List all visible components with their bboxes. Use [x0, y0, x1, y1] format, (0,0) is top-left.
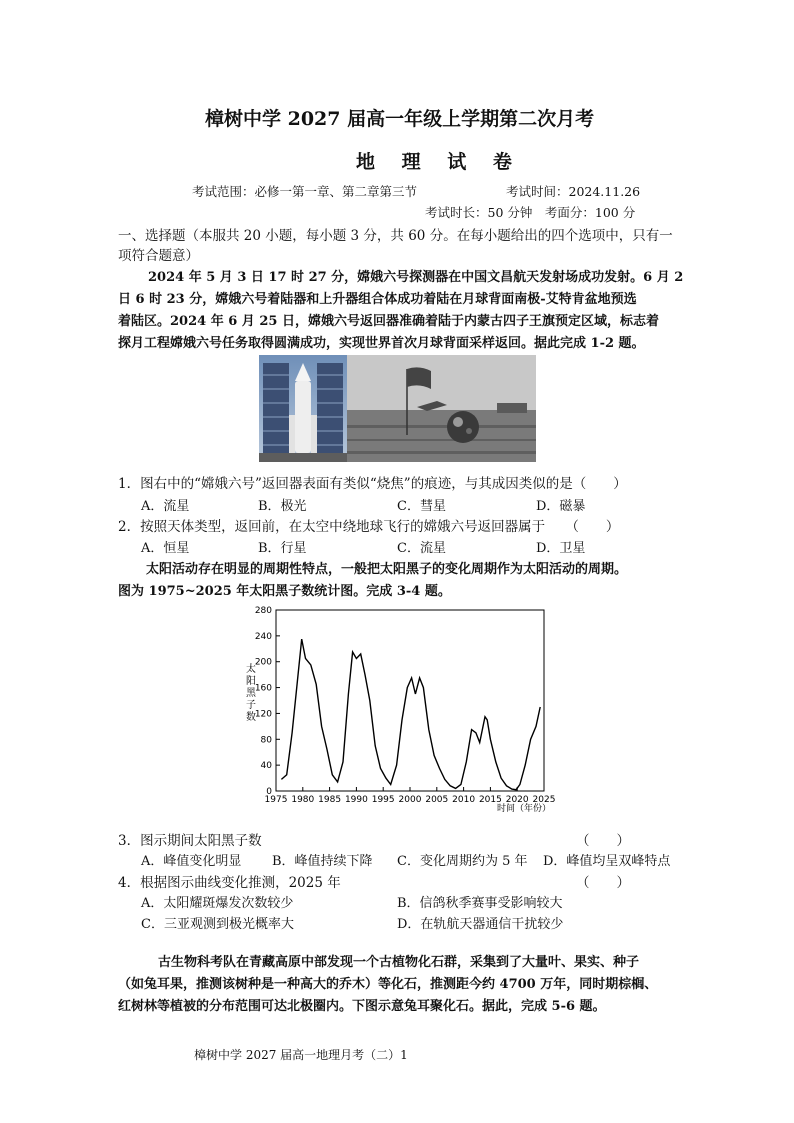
- q2-option-b[interactable]: B．行星: [258, 541, 307, 556]
- exam-subject: 地 理 试 卷: [356, 151, 522, 173]
- q2-option-d[interactable]: D．卫星: [536, 541, 586, 556]
- passage1-line: 着陆区。2024 年 6 月 25 日，嫦娥六号返回器准确着陆于内蒙古四子王旗预定区域，标志着: [118, 314, 659, 329]
- q1-option-c[interactable]: C．彗星: [397, 499, 446, 514]
- y-axis-label-char: 子: [246, 700, 256, 711]
- sunspot-chart: [232, 600, 562, 820]
- q3-option-a[interactable]: A．峰值变化明显: [141, 854, 242, 869]
- y-tick-label: 160: [254, 683, 272, 694]
- exam-scope: 考试范围：必修一第一章、第二章第三节: [192, 184, 418, 199]
- question-3-stem: 3．图示期间太阳黑子数: [118, 833, 262, 849]
- passage2-line: 图为 1975~2025 年太阳黑子数统计图。完成 3-4 题。: [118, 584, 451, 599]
- q3-option-b[interactable]: B．峰值持续下降: [272, 854, 373, 869]
- return-capsule-photo: [347, 355, 536, 462]
- x-tick-label: 2020: [505, 795, 529, 805]
- x-tick-label: 1975: [264, 795, 288, 805]
- x-axis-label: 时间（年份）: [496, 804, 552, 814]
- passage3-line: 古生物科考队在青藏高原中部发现一个古植物化石群，采集到了大量叶、果实、种子: [158, 955, 640, 970]
- x-tick-label: 1980: [291, 795, 315, 805]
- y-tick-label: 200: [254, 657, 272, 668]
- q4-option-d[interactable]: D．在轨航天器通信干扰较少: [397, 917, 564, 932]
- y-tick-label: 280: [254, 606, 272, 616]
- y-axis-label-char: 黑: [246, 688, 256, 699]
- q2-option-c[interactable]: C．流星: [397, 541, 446, 556]
- passage3-line: （如兔耳果，推测该树种是一种高大的乔木）等化石，推测距今约 4700 万年，同时期棕榈、: [118, 977, 658, 992]
- q4-option-b[interactable]: B．信鸽秋季赛事受影响较大: [397, 896, 563, 911]
- passage3-line: 红树林等植被的分布范围可达北极圈内。下图示意兔耳聚化石。据此，完成 5-6 题。: [118, 999, 606, 1014]
- q4-option-a[interactable]: A．太阳耀斑爆发次数较少: [141, 896, 294, 911]
- question-2-stem: 2．按照天体类型，返回前，在太空中绕地球飞行的嫦娥六号返回器属于 （ ）: [118, 519, 620, 535]
- question-1-stem: 1．图右中的“嫦娥六号”返回器表面有类似“烧焦”的痕迹，与其成因类似的是（ ）: [118, 476, 627, 492]
- x-tick-label: 1990: [344, 795, 368, 805]
- y-axis-label-char: 数: [246, 712, 256, 723]
- plot-frame: [276, 610, 544, 791]
- exam-duration-score: 考试时长：50 分钟 考面分：100 分: [425, 205, 636, 220]
- y-tick-label: 240: [254, 631, 272, 642]
- q1-option-a[interactable]: A．流星: [141, 499, 190, 514]
- x-tick-label: 1995: [371, 795, 395, 805]
- y-axis-label: [246, 662, 257, 723]
- passage2-line: 太阳活动存在明显的周期性特点，一般把太阳黑子的变化周期作为太阳活动的周期。: [146, 562, 628, 577]
- question-4-stem: 4．根据图示曲线变化推测，2025 年: [118, 875, 341, 891]
- x-tick-label: 1985: [318, 795, 342, 805]
- y-tick-label: 80: [260, 735, 272, 746]
- y-tick-label: 0: [266, 787, 272, 797]
- section-instructions-line1: 一、选择题（本服共 20 小题，每小题 3 分，共 60 分。在每小题给出的四个选项中，只有一: [118, 228, 673, 244]
- exam-time: 考试时间：2024.11.26: [506, 184, 641, 199]
- exam-title: 樟树中学 2027 届高一年级上学期第二次月考: [205, 108, 595, 130]
- x-tick-label: 2000: [398, 795, 422, 805]
- x-tick-label: 2015: [478, 795, 502, 805]
- q3-option-c[interactable]: C．变化周期约为 5 年: [397, 854, 528, 869]
- q3-option-d[interactable]: D．峰值均呈双峰特点: [543, 854, 671, 869]
- x-tick-label: 2005: [425, 795, 449, 805]
- sunspot-series-line: [281, 639, 540, 790]
- x-tick-label: 2010: [452, 795, 476, 805]
- x-tick-label: 2025: [532, 795, 556, 805]
- y-tick-label: 40: [260, 761, 272, 772]
- page-footer: 樟树中学 2027 届高一地理月考（二）1: [194, 1048, 408, 1062]
- question-4-answer-paren: （ ）: [576, 875, 630, 891]
- q4-option-c[interactable]: C．三亚观测到极光概率大: [141, 917, 294, 932]
- section-instructions-line2: 项符合题意）: [118, 248, 199, 264]
- y-axis-label-char: 太: [246, 664, 256, 675]
- q1-option-b[interactable]: B．极光: [258, 499, 307, 514]
- passage1-line: 2024 年 5 月 3 日 17 时 27 分，嫦娥六号探测器在中国文昌航天发射场成功发射。6 月 2: [148, 270, 684, 285]
- q1-option-d[interactable]: D．磁暴: [536, 499, 586, 514]
- q2-option-a[interactable]: A．恒星: [141, 541, 190, 556]
- question-3-answer-paren: （ ）: [576, 833, 630, 849]
- y-tick-label: 120: [254, 709, 272, 720]
- y-axis-label-char: 阳: [246, 676, 256, 687]
- rocket-launch-photo: [259, 355, 347, 462]
- passage1-line: 日 6 时 23 分，嫦娥六号着陆器和上升器组合体成功着陆在月球背面南极-艾特肯盆地预选: [118, 292, 637, 307]
- passage1-line: 探月工程嫦娥六号任务取得圆满成功，实现世界首次月球背面采样返回。据此完成 1-2 题。: [118, 336, 645, 351]
